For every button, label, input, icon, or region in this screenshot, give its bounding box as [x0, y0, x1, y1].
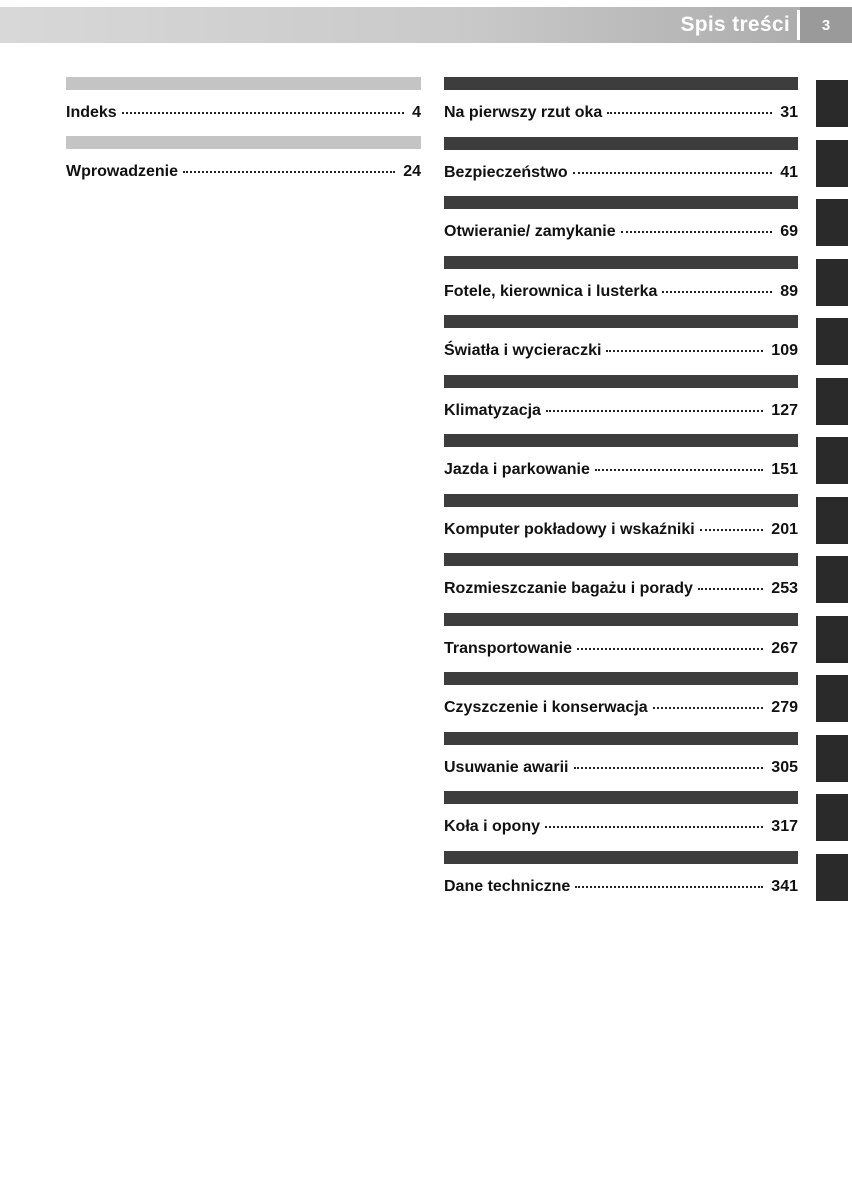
dot-leader [653, 703, 764, 709]
dot-leader [607, 108, 772, 114]
toc-left-column [66, 77, 421, 195]
toc-entry-label: Czyszczenie i konserwacja [444, 699, 648, 716]
toc-right-column [444, 77, 798, 910]
toc-entry-label: Usuwanie awarii [444, 758, 569, 776]
section-bar [444, 434, 798, 447]
dot-leader [595, 465, 763, 471]
toc-entry[interactable] [444, 851, 798, 911]
dot-leader [575, 882, 763, 888]
chapter-tab[interactable] [816, 199, 848, 246]
section-bar [444, 494, 798, 507]
section-bar [444, 553, 798, 566]
toc-entry[interactable] [444, 434, 798, 494]
chapter-tab[interactable] [816, 259, 848, 306]
toc-entry-label: Rozmieszczanie bagażu i porady [444, 580, 693, 597]
toc-entry-page: 4 [412, 104, 421, 121]
toc-entry-label: Komputer pokładowy i wskaźniki [444, 520, 695, 538]
toc-entry[interactable] [444, 494, 798, 554]
toc-entry[interactable] [444, 77, 798, 137]
chapter-tab[interactable] [816, 675, 848, 722]
dot-leader [577, 644, 763, 650]
toc-entry[interactable] [444, 553, 798, 613]
toc-entry-label: Światła i wycieraczki [444, 342, 602, 359]
dot-leader [662, 287, 772, 293]
dot-leader [700, 525, 764, 531]
section-bar [444, 137, 798, 150]
chapter-thumb-tabs [816, 80, 848, 913]
chapter-tab[interactable] [816, 318, 848, 365]
section-bar [444, 315, 798, 328]
toc-entry-page: 201 [771, 520, 798, 538]
section-bar [444, 375, 798, 388]
toc-entry-page: 267 [771, 639, 798, 657]
dot-leader [698, 584, 763, 590]
section-bar [444, 613, 798, 626]
dot-leader [574, 763, 764, 769]
chapter-tab[interactable] [816, 80, 848, 127]
section-bar [444, 256, 798, 269]
toc-entry[interactable] [444, 315, 798, 375]
toc-entry-page: 151 [771, 461, 798, 478]
toc-entry[interactable] [444, 613, 798, 673]
toc-entry-page: 127 [771, 401, 798, 419]
toc-entry-page: 89 [780, 282, 798, 300]
chapter-tab[interactable] [816, 140, 848, 187]
toc-entry-page: 69 [780, 223, 798, 240]
page-number: 3 [800, 7, 852, 43]
toc-entry-page: 305 [771, 758, 798, 776]
toc-entry-label: Koła i opony [444, 818, 540, 835]
toc-entry-label: Dane techniczne [444, 877, 571, 895]
section-bar [444, 851, 798, 864]
toc-entry[interactable] [444, 137, 798, 197]
dot-leader [183, 167, 395, 173]
toc-entry-page: 317 [771, 818, 798, 835]
dot-leader [122, 108, 404, 114]
toc-entry-indeks[interactable] [66, 77, 421, 136]
toc-entry-label: Indeks [66, 104, 117, 121]
toc-entry-label: Wprowadzenie [66, 163, 179, 180]
toc-entry-label: Jazda i parkowanie [444, 461, 590, 478]
toc-entry-page: 341 [771, 877, 798, 895]
page-title: Spis treści [680, 13, 790, 36]
toc-entry-page: 109 [771, 342, 798, 359]
toc-entry-label: Transportowanie [444, 639, 573, 657]
dot-leader [606, 346, 763, 352]
chapter-tab[interactable] [816, 735, 848, 782]
dot-leader [573, 168, 773, 174]
toc-entry-label: Na pierwszy rzut oka [444, 104, 603, 121]
toc-entry[interactable] [444, 196, 798, 256]
toc-entry-page: 31 [780, 104, 798, 121]
chapter-tab[interactable] [816, 794, 848, 841]
toc-entry-page: 279 [771, 699, 798, 716]
section-bar [66, 77, 421, 90]
toc-entry-wprowadzenie[interactable] [66, 136, 421, 195]
chapter-tab[interactable] [816, 854, 848, 901]
toc-entry-label: Otwieranie/ zamykanie [444, 223, 616, 240]
chapter-tab[interactable] [816, 437, 848, 484]
section-bar [444, 196, 798, 209]
chapter-tab[interactable] [816, 497, 848, 544]
chapter-tab[interactable] [816, 616, 848, 663]
section-bar [444, 672, 798, 685]
section-bar [444, 77, 798, 90]
toc-entry[interactable] [444, 256, 798, 316]
chapter-tab[interactable] [816, 556, 848, 603]
chapter-tab[interactable] [816, 378, 848, 425]
toc-entry[interactable] [444, 672, 798, 732]
toc-entry-label: Bezpieczeństwo [444, 163, 568, 181]
toc-entry-page: 24 [403, 163, 421, 180]
toc-entry[interactable] [444, 732, 798, 792]
section-bar [444, 732, 798, 745]
toc-entry[interactable] [444, 791, 798, 851]
toc-entry-label: Klimatyzacja [444, 401, 541, 419]
dot-leader [621, 227, 773, 233]
toc-entry[interactable] [444, 375, 798, 435]
section-bar [66, 136, 421, 149]
section-bar [444, 791, 798, 804]
toc-entry-page: 253 [771, 580, 798, 597]
dot-leader [545, 822, 763, 828]
toc-entry-page: 41 [780, 163, 798, 181]
toc-entry-label: Fotele, kierownica i lusterka [444, 282, 658, 300]
dot-leader [546, 406, 763, 412]
